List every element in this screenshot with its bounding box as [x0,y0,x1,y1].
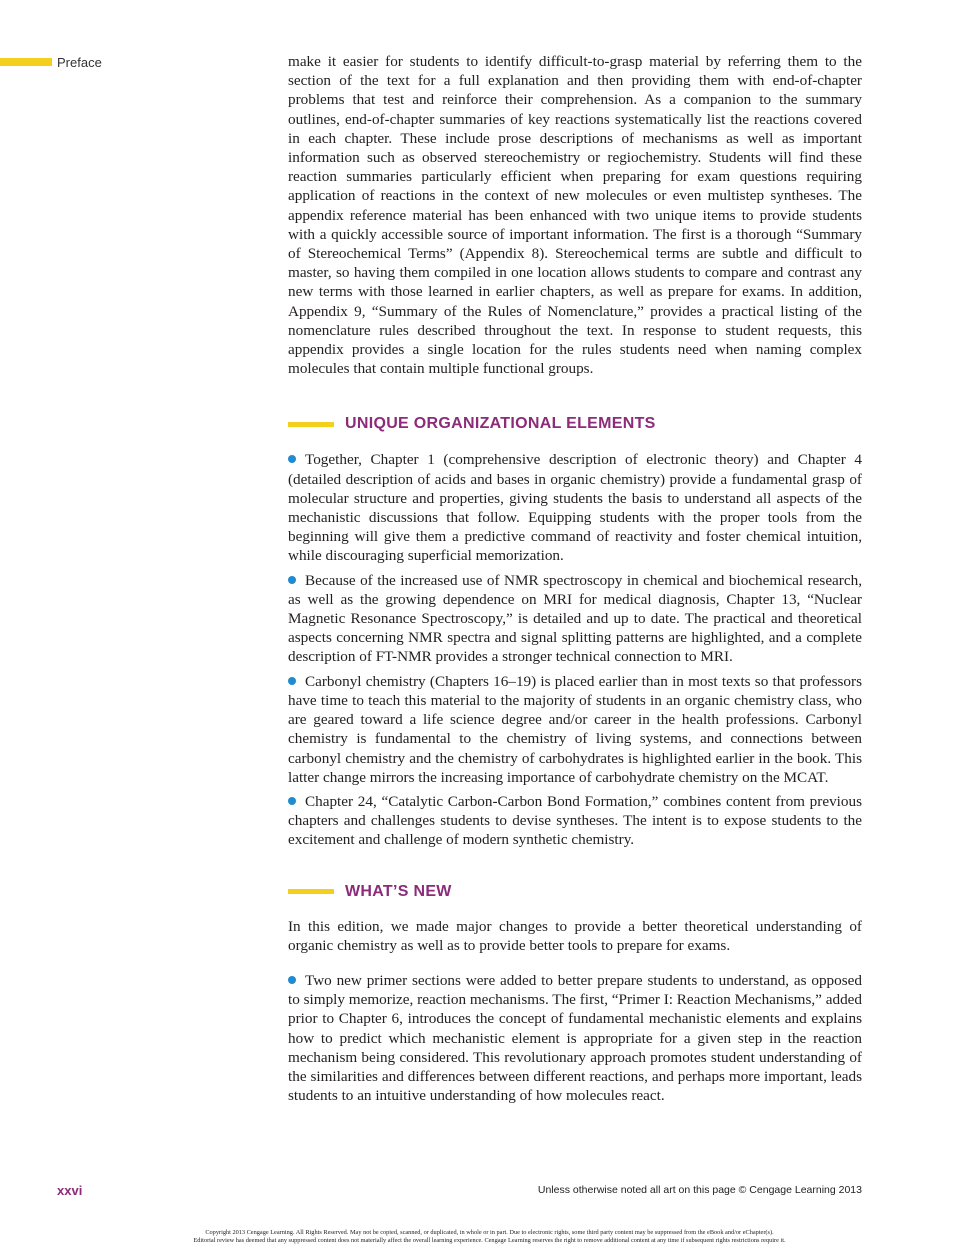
bullet-dot-icon [288,797,296,805]
section-rule [288,889,334,894]
bullet-text: Two new primer sections were added to better prepare students to understand, as opposed to simply memorize, reaction mechanisms. The first, “Primer I: Reaction Mechanisms,” added prior to Chapter 6, introduces the concept of fundamental mechanistic elements and explains how to predict which mechanistic element is appropriate for a given step in the reaction mechanism being considered. This revolutionary approach promotes student understanding of the similarities and differences between different reactions, and perhaps more important, leads students to an intuitive understanding of how molecules react. [288,971,862,1105]
copyright-line: Editorial review has deemed that any suppressed content does not materially affect the overall learning experience. Cengage Learning reserves the right to remove additional content at any time if subsequent rights restrictions require it. [193,1237,786,1244]
bullet-item [288,672,862,787]
main-column [288,52,862,1110]
bullet-dot-icon [288,677,296,685]
section-title: UNIQUE ORGANIZATIONAL ELEMENTS [345,415,656,433]
bullet-text: Together, Chapter 1 (comprehensive description of electronic theory) and Chapter 4 (detailed description of acids and bases in organic chemistry) provide a fundamental grasp of molecular structure and properties, giving students the basis to understand all aspects of the mechanistic discussions that follow. Equipping students with the proper tools from the beginning will give them a predictive command of reactivity and foster chemical intuition, while discouraging superficial memorization. [288,451,862,565]
copyright-line: Copyright 2013 Cengage Learning. All Rights Reserved. May not be copied, scanned, or duplicated, in whole or in part. Due to electronic rights, some third party content may be suppressed from the eBook and/or eChapter(s). [205,1229,774,1236]
bullet-item [288,450,862,565]
bullet-dot-icon [288,455,296,463]
running-head-label: Preface [57,55,102,70]
bullet-list-unique [288,450,862,849]
bullet-item [288,571,862,667]
art-credit: Unless otherwise noted all art on this page © Cengage Learning 2013 [537,1184,862,1196]
section-heading-whats-new [288,883,862,901]
bullet-text: Because of the increased use of NMR spectroscopy in chemical and biochemical research, as well as the growing dependence on MRI for medical diagnosis, Chapter 13, “Nuclear Magnetic Resonance Spectroscopy,” is detailed and up to date. The practical and theoretical aspects concerning NMR spectra and signal splitting patterns are highlighted, and a complete description of FT-NMR provides a stronger technical connection to MRI. [288,571,862,666]
section-rule [288,422,334,427]
bullet-dot-icon [288,976,296,984]
copyright-notice [0,1229,979,1245]
bullet-item [288,792,862,850]
bullet-text: Carbonyl chemistry (Chapters 16–19) is placed earlier than in most texts so that professors have time to teach this material to the majority of students in an organic chemistry class, who are geared toward a life science degree and/or career in the health professions. Carbonyl chemistry is fundamental to the chemistry of living systems, and connections between carbonyl chemistry and the chemistry of carbohydrates is highlighted earlier in the book. This latter change mirrors the increasing importance of carbohydrate chemistry on the MCAT. [288,672,862,786]
whats-new-intro: In this edition, we made major changes to provide a better theoretical understanding of organic chemistry as well as to provide better tools to prepare for exams. [288,917,862,954]
running-head-rule [0,58,52,66]
section-heading-unique [288,415,862,433]
bullet-list-whats-new [288,971,862,1105]
section-title: WHAT’S NEW [345,882,452,900]
bullet-dot-icon [288,576,296,584]
bullet-text: Chapter 24, “Catalytic Carbon-Carbon Bond Formation,” combines content from previous chapters and challenges students to devise syntheses. The intent is to expose students to the excitement and challenge of modern synthetic chemistry. [288,792,862,849]
intro-paragraph: make it easier for students to identify difficult-to-grasp material by referring them to the section of the text for a full explanation and then providing them with end-of-chapter problems that test and reinforce their comprehension. As a companion to the summary outlines, end-of-chapter summaries of key reactions systematically list the reactions covered in each chapter. These include prose descriptions of mechanisms as well as important information such as observed stereochemistry or regiochemistry. Students will find these reaction summaries particularly efficient when preparing for exam questions requiring application of reactions in the context of new molecules or even multistep syntheses. The appendix reference material has been enhanced with two unique items to provide students with a quickly accessible source of important information. The first is a thorough “Summary of Stereochemical Terms” (Appendix 8). Stereochemical terms are subtle and difficult to master, so having them compiled in one location allows students to compare and contrast any new terms with those learned in earlier chapters, as well as prepare for exams. In addition, Appendix 9, “Summary of the Rules of Nomenclature,” provides a practical listing of the nomenclature rules described throughout the text. In response to student requests, this appendix provides a single location for the rules students need when naming complex molecules that contain multiple functional groups. [288,53,862,378]
page-number: xxvi [57,1183,83,1198]
bullet-item [288,971,862,1105]
